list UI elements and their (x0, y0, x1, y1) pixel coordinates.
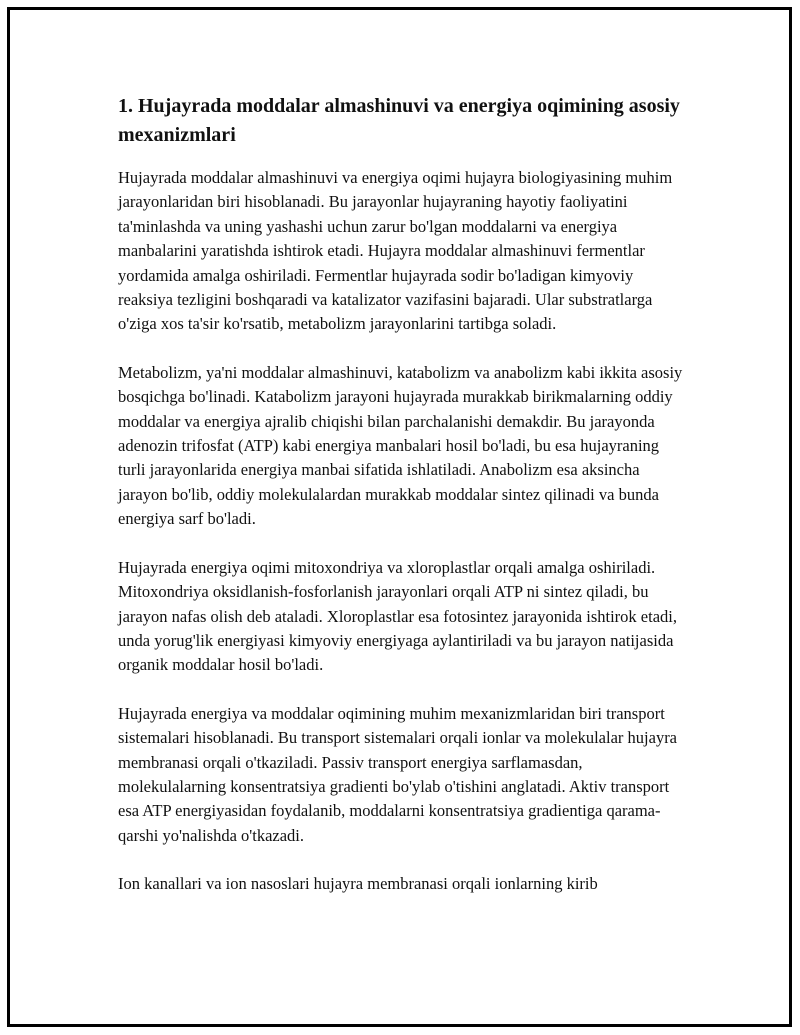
paragraph: Metabolizm, ya'ni moddalar almashinuvi, katabolizm va anabolizm kabi ikkita asosiy bosqichga bo'linadi. Katabolizm jarayoni hujayrada murakkab birikmalarning oddiy moddalar va energiya ajralib chiqishi bilan parchalanishi demakdir. Bu jarayonda adenozin trifosfat (ATP) kabi energiya manbalari hosil bo'ladi, bu esa hujayraning turli jarayonlarida energiya manbai sifatida ishlatiladi. Anabolizm esa aksincha jarayon bo'lib, oddiy molekulalardan murakkab moddalar sintez qilinadi va bunda energiya sarf bo'ladi. (118, 362, 683, 529)
paragraph: Hujayrada energiya va moddalar oqimining muhim mexanizmlaridan biri transport sistemalari hisoblanadi. Bu transport sistemalari orqali ionlar va molekulalar hujayra membranasi orqali o'tkaziladi. Passiv transport energiya sarflamasdan, molekulalarning konsentratsiya gradienti bo'ylab o'tishini anglatadi. Aktiv transport esa ATP energiyasidan foydalanib, moddalarni konsentratsiya gradientiga qarama-qarshi yo'nalishda o'tkazadi. (118, 703, 678, 845)
document-body (118, 92, 688, 921)
paragraph: Ion kanallari va ion nasoslari hujayra membranasi orqali ionlarning kirib (118, 874, 598, 894)
paragraph: Hujayrada moddalar almashinuvi va energiya oqimi hujayra biologiyasining muhim jarayonlaridan biri hisoblanadi. Bu jarayonlar hujayraning hayotiy faoliyatini ta'minlashda va uning yashashi uchun zarur bo'lgan moddalarni va energiya manbalarini yaratishda ishtirok etadi. Hujayra moddalar almashinuvi fermentlar yordamida amalga oshiriladi. Fermentlar hujayrada sodir bo'ladigan kimyoviy reaksiya tezligini boshqaradi va katalizator vazifasini bajaradi. Ular substratlarga o'ziga xos ta'sir ko'rsatib, metabolizm jarayonlarini tartibga soladi. (118, 168, 673, 334)
paragraph: Hujayrada energiya oqimi mitoxondriya va xloroplastlar orqali amalga oshiriladi. Mitoxondriya oksidlanish-fosforlanish jarayonlari orqali ATP ni sintez qiladi, bu jarayon nafas olish deb ataladi. Xloroplastlar esa fotosintez jarayonida ishtirok etadi, unda yorug'lik energiyasi kimyoviy energiyaga aylantiriladi va bu jarayon natijasida organik moddalar hosil bo'ladi. (118, 557, 677, 675)
section-title: 1. Hujayrada moddalar almashinuvi va energiya oqimining asosiy mexanizmlari (118, 95, 680, 146)
